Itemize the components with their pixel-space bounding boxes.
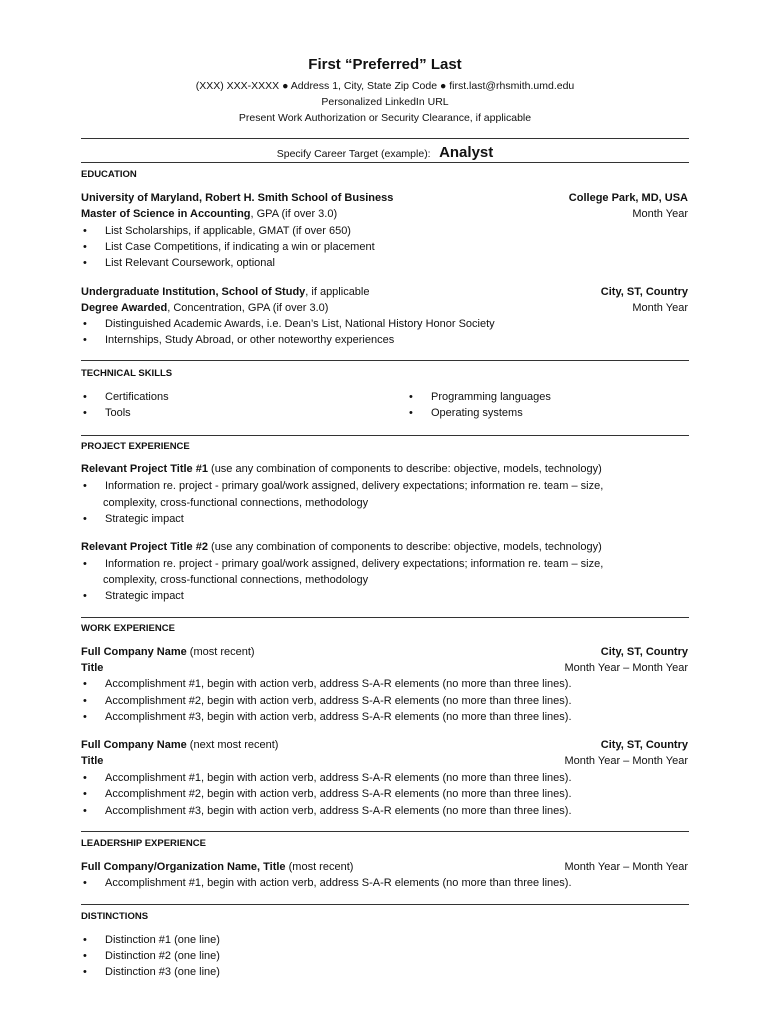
list-item: • List Relevant Coursework, optional [83,257,275,269]
section-heading-skills: TECHNICAL SKILLS [81,368,173,379]
list-item: • Programming languages [409,391,551,403]
divider [81,162,689,163]
list-item: • Information re. project - primary goal/work assigned, delivery expectations; information re. team – size, [83,558,604,570]
list-item: • Distinction #3 (one line) [83,966,220,978]
company-location: City, ST, Country [600,646,688,658]
graduation-date: Month Year [632,302,688,314]
list-item: • Distinction #2 (one line) [83,950,220,962]
list-item: • Operating systems [409,407,523,419]
career-target-label: Specify Career Target (example): [276,148,431,160]
list-item: • Accomplishment #3, begin with action verb, address S-A-R elements (no more than three lines). [83,711,572,723]
section-heading-projects: PROJECT EXPERIENCE [81,441,190,452]
list-item: • Distinction #1 (one line) [83,934,220,946]
section-heading-leadership: LEADERSHIP EXPERIENCE [81,838,206,849]
list-item: • List Scholarships, if applicable, GMAT (if over 650) [83,225,351,237]
list-item: • Certifications [83,391,169,403]
project-title: Relevant Project Title #2 (use any combination of components to describe: objective, models, technology) [81,541,602,553]
project-title: Relevant Project Title #1 (use any combination of components to describe: objective, models, technology) [81,463,602,475]
school-name: Undergraduate Institution, School of Study, if applicable [81,286,370,298]
divider [81,138,689,139]
company-location: City, ST, Country [600,739,688,751]
list-item: • Accomplishment #1, begin with action verb, address S-A-R elements (no more than three lines). [83,772,572,784]
career-target [0,144,770,162]
job-dates: Month Year – Month Year [564,755,688,767]
divider [81,617,689,618]
contact-line: (XXX) XXX-XXXX ● Address 1, City, State Zip Code ● first.last@rhsmith.umd.edu [195,80,575,92]
leadership-dates: Month Year – Month Year [564,861,688,873]
list-item: • Strategic impact [83,513,184,525]
divider [81,904,689,905]
career-target-value: Analyst [439,144,494,161]
list-item-continuation: complexity, cross-functional connections, methodology [103,574,369,586]
school-location: College Park, MD, USA [568,192,688,204]
organization-name: Full Company/Organization Name, Title (most recent) [81,861,354,873]
section-heading-education: EDUCATION [81,169,137,180]
list-item: • Accomplishment #2, begin with action verb, address S-A-R elements (no more than three lines). [83,788,572,800]
divider [81,435,689,436]
section-heading-distinctions: DISTINCTIONS [81,911,149,922]
company-name: Full Company Name (next most recent) [81,739,279,751]
degree-line: Degree Awarded, Concentration, GPA (if over 3.0) [81,302,329,314]
work-authorization: Present Work Authorization or Security Clearance, if applicable [238,112,532,124]
list-item: • Strategic impact [83,590,184,602]
list-item: • List Case Competitions, if indicating a win or placement [83,241,375,253]
school-name: University of Maryland, Robert H. Smith School of Business [81,192,394,204]
list-item: • Accomplishment #2, begin with action verb, address S-A-R elements (no more than three lines). [83,695,572,707]
divider [81,360,689,361]
list-item: • Internships, Study Abroad, or other noteworthy experiences [83,334,395,346]
list-item-continuation: complexity, cross-functional connections, methodology [103,497,369,509]
list-item: • Information re. project - primary goal/work assigned, delivery expectations; information re. team – size, [83,480,604,492]
linkedin-url: Personalized LinkedIn URL [321,96,449,108]
school-location: City, ST, Country [600,286,688,298]
job-dates: Month Year – Month Year [564,662,688,674]
job-title: Title [81,662,104,674]
list-item: • Accomplishment #1, begin with action verb, address S-A-R elements (no more than three lines). [83,877,572,889]
candidate-name: First “Preferred” Last [308,56,462,73]
list-item: • Accomplishment #3, begin with action verb, address S-A-R elements (no more than three lines). [83,805,572,817]
degree-line: Master of Science in Accounting, GPA (if over 3.0) [81,208,338,220]
list-item: • Distinguished Academic Awards, i.e. Dean’s List, National History Honor Society [83,318,495,330]
graduation-date: Month Year [632,208,688,220]
section-heading-work: WORK EXPERIENCE [81,623,175,634]
divider [81,831,689,832]
company-name: Full Company Name (most recent) [81,646,255,658]
list-item: • Accomplishment #1, begin with action verb, address S-A-R elements (no more than three lines). [83,678,572,690]
list-item: • Tools [83,407,131,419]
job-title: Title [81,755,104,767]
